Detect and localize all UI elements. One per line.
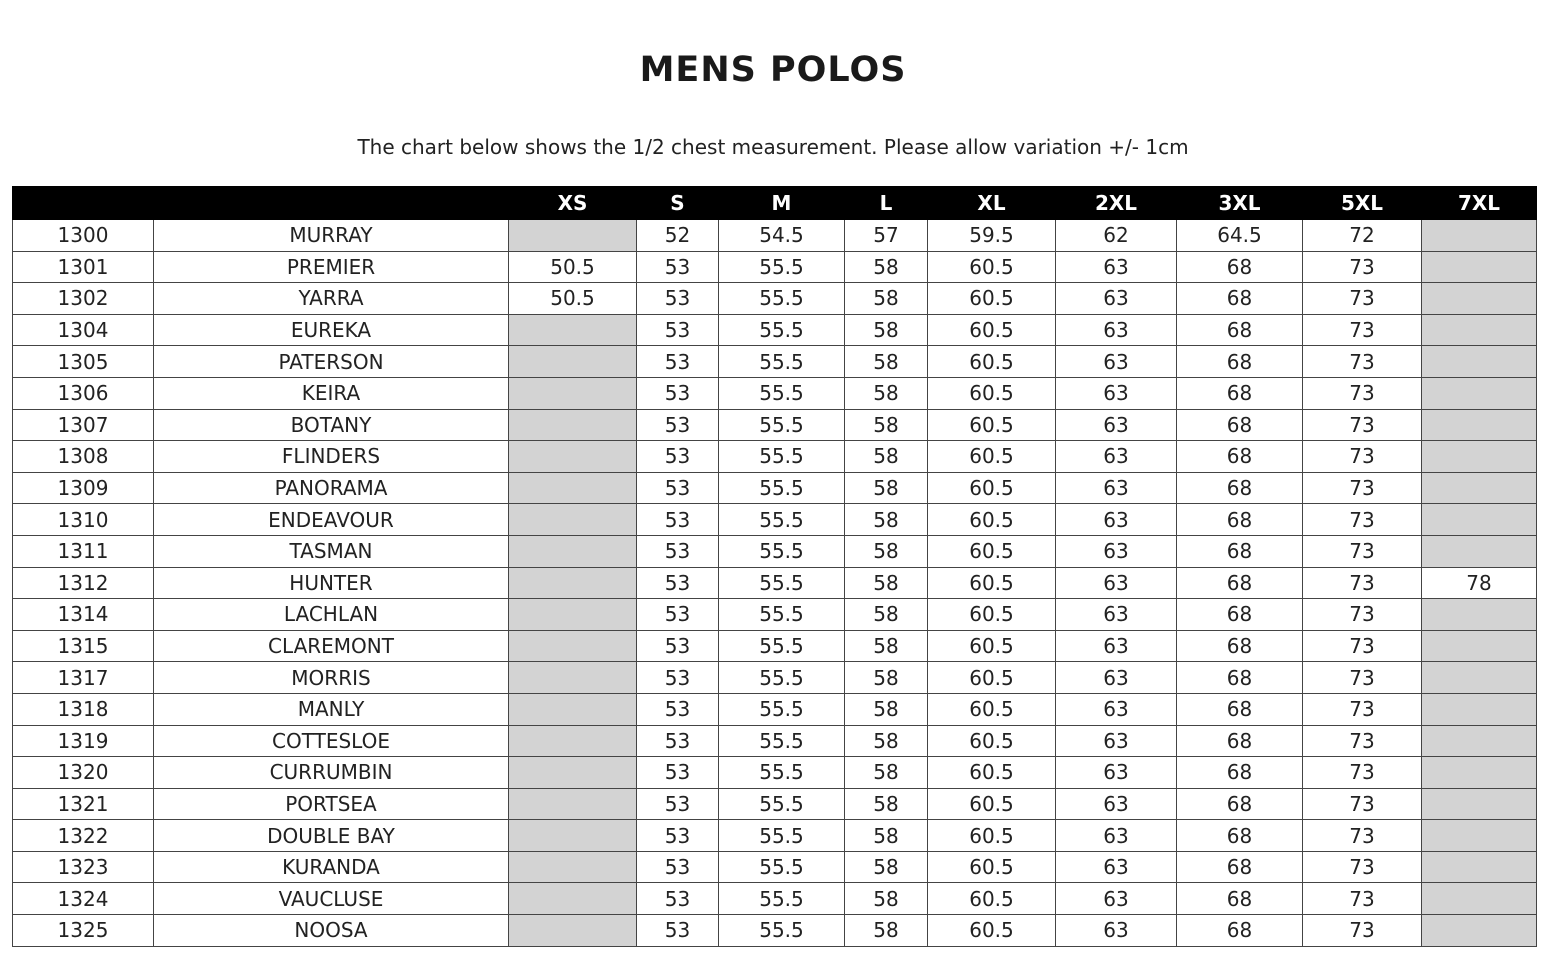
measurement-cell — [509, 535, 637, 567]
style-code-cell: 1307 — [13, 409, 154, 441]
table-row — [13, 662, 1537, 694]
style-name-cell: PANORAMA — [154, 472, 509, 504]
measurement-cell: 73 — [1303, 504, 1422, 536]
measurement-cell: 53 — [637, 377, 719, 409]
measurement-cell: 73 — [1303, 820, 1422, 852]
measurement-cell: 53 — [637, 693, 719, 725]
measurement-cell: 58 — [845, 504, 928, 536]
style-name-cell: PORTSEA — [154, 788, 509, 820]
measurement-cell: 53 — [637, 504, 719, 536]
measurement-cell: 62 — [1056, 220, 1177, 252]
table-row — [13, 883, 1537, 915]
measurement-cell: 53 — [637, 283, 719, 315]
measurement-cell: 55.5 — [719, 535, 845, 567]
measurement-cell: 73 — [1303, 725, 1422, 757]
measurement-cell: 63 — [1056, 883, 1177, 915]
measurement-cell — [1422, 377, 1537, 409]
measurement-cell: 58 — [845, 535, 928, 567]
measurement-cell: 73 — [1303, 472, 1422, 504]
measurement-cell: 55.5 — [719, 725, 845, 757]
measurement-cell — [509, 220, 637, 252]
measurement-cell: 73 — [1303, 662, 1422, 694]
measurement-cell: 55.5 — [719, 883, 845, 915]
measurement-cell: 55.5 — [719, 314, 845, 346]
measurement-cell: 53 — [637, 251, 719, 283]
measurement-cell — [509, 472, 637, 504]
style-name-cell: PREMIER — [154, 251, 509, 283]
measurement-cell — [509, 757, 637, 789]
style-name-header — [154, 187, 509, 220]
measurement-cell: 60.5 — [928, 283, 1056, 315]
table-row — [13, 283, 1537, 315]
measurement-cell: 53 — [637, 851, 719, 883]
table-header-row — [13, 187, 1537, 220]
measurement-cell: 55.5 — [719, 251, 845, 283]
measurement-cell: 55.5 — [719, 346, 845, 378]
measurement-cell: 53 — [637, 915, 719, 947]
measurement-cell: 54.5 — [719, 220, 845, 252]
measurement-cell: 68 — [1177, 504, 1303, 536]
measurement-cell: 63 — [1056, 725, 1177, 757]
measurement-cell: 53 — [637, 788, 719, 820]
style-name-cell: YARRA — [154, 283, 509, 315]
measurement-cell — [509, 346, 637, 378]
measurement-cell: 53 — [637, 441, 719, 473]
measurement-cell — [1422, 662, 1537, 694]
table-row — [13, 314, 1537, 346]
measurement-cell: 58 — [845, 567, 928, 599]
measurement-cell: 68 — [1177, 820, 1303, 852]
measurement-cell: 55.5 — [719, 472, 845, 504]
size-header-3xl: 3XL — [1177, 187, 1303, 220]
measurement-cell: 60.5 — [928, 346, 1056, 378]
measurement-cell: 52 — [637, 220, 719, 252]
measurement-cell — [1422, 883, 1537, 915]
measurement-cell: 68 — [1177, 788, 1303, 820]
size-header-7xl: 7XL — [1422, 187, 1537, 220]
table-row — [13, 567, 1537, 599]
measurement-cell: 73 — [1303, 757, 1422, 789]
measurement-cell — [1422, 409, 1537, 441]
size-header-2xl: 2XL — [1056, 187, 1177, 220]
measurement-cell: 73 — [1303, 693, 1422, 725]
measurement-cell: 63 — [1056, 409, 1177, 441]
measurement-cell: 60.5 — [928, 820, 1056, 852]
table-row — [13, 599, 1537, 631]
measurement-cell: 68 — [1177, 251, 1303, 283]
measurement-cell: 68 — [1177, 662, 1303, 694]
measurement-cell: 55.5 — [719, 820, 845, 852]
measurement-cell: 60.5 — [928, 725, 1056, 757]
measurement-cell: 53 — [637, 314, 719, 346]
measurement-cell: 53 — [637, 662, 719, 694]
measurement-cell — [1422, 788, 1537, 820]
measurement-cell: 68 — [1177, 599, 1303, 631]
size-chart-table — [12, 186, 1537, 947]
measurement-cell: 53 — [637, 599, 719, 631]
measurement-cell: 53 — [637, 567, 719, 599]
measurement-cell — [509, 693, 637, 725]
measurement-cell: 68 — [1177, 725, 1303, 757]
size-header-xl: XL — [928, 187, 1056, 220]
style-code-cell: 1310 — [13, 504, 154, 536]
measurement-cell: 60.5 — [928, 535, 1056, 567]
measurement-cell: 55.5 — [719, 630, 845, 662]
measurement-cell: 68 — [1177, 757, 1303, 789]
table-row — [13, 851, 1537, 883]
measurement-cell: 78 — [1422, 567, 1537, 599]
style-code-cell: 1300 — [13, 220, 154, 252]
style-name-cell: DOUBLE BAY — [154, 820, 509, 852]
measurement-cell — [1422, 725, 1537, 757]
measurement-cell — [1422, 220, 1537, 252]
measurement-cell: 53 — [637, 346, 719, 378]
measurement-cell — [1422, 441, 1537, 473]
measurement-cell: 73 — [1303, 883, 1422, 915]
style-code-cell: 1324 — [13, 883, 154, 915]
measurement-cell — [1422, 757, 1537, 789]
measurement-cell — [1422, 314, 1537, 346]
measurement-cell: 55.5 — [719, 788, 845, 820]
style-name-cell: VAUCLUSE — [154, 883, 509, 915]
size-header-m: M — [719, 187, 845, 220]
table-row — [13, 441, 1537, 473]
measurement-cell: 73 — [1303, 346, 1422, 378]
measurement-cell: 53 — [637, 757, 719, 789]
style-code-cell: 1309 — [13, 472, 154, 504]
measurement-cell: 55.5 — [719, 567, 845, 599]
style-code-cell: 1319 — [13, 725, 154, 757]
measurement-cell: 55.5 — [719, 441, 845, 473]
measurement-cell: 63 — [1056, 283, 1177, 315]
measurement-cell: 60.5 — [928, 251, 1056, 283]
style-code-cell: 1301 — [13, 251, 154, 283]
measurement-cell: 63 — [1056, 346, 1177, 378]
measurement-cell: 63 — [1056, 441, 1177, 473]
style-code-cell: 1325 — [13, 915, 154, 947]
table-row — [13, 630, 1537, 662]
measurement-cell: 63 — [1056, 314, 1177, 346]
measurement-cell: 58 — [845, 693, 928, 725]
measurement-cell: 63 — [1056, 820, 1177, 852]
measurement-cell: 50.5 — [509, 283, 637, 315]
measurement-cell: 68 — [1177, 851, 1303, 883]
measurement-cell — [509, 504, 637, 536]
style-name-cell: CLAREMONT — [154, 630, 509, 662]
measurement-cell: 58 — [845, 283, 928, 315]
measurement-cell — [1422, 535, 1537, 567]
table-row — [13, 472, 1537, 504]
measurement-cell: 63 — [1056, 662, 1177, 694]
style-code-cell: 1320 — [13, 757, 154, 789]
measurement-cell: 58 — [845, 915, 928, 947]
style-name-cell: EUREKA — [154, 314, 509, 346]
measurement-cell: 60.5 — [928, 788, 1056, 820]
measurement-cell: 53 — [637, 409, 719, 441]
measurement-cell: 60.5 — [928, 851, 1056, 883]
table-row — [13, 915, 1537, 947]
measurement-cell — [509, 377, 637, 409]
measurement-cell: 53 — [637, 725, 719, 757]
style-name-cell: PATERSON — [154, 346, 509, 378]
style-code-cell: 1308 — [13, 441, 154, 473]
style-code-cell: 1321 — [13, 788, 154, 820]
measurement-cell: 53 — [637, 472, 719, 504]
measurement-cell: 60.5 — [928, 567, 1056, 599]
table-row — [13, 220, 1537, 252]
measurement-cell: 55.5 — [719, 409, 845, 441]
measurement-cell — [1422, 693, 1537, 725]
measurement-cell — [1422, 599, 1537, 631]
measurement-cell: 55.5 — [719, 283, 845, 315]
measurement-cell — [509, 820, 637, 852]
measurement-cell: 60.5 — [928, 693, 1056, 725]
measurement-cell: 58 — [845, 820, 928, 852]
measurement-cell — [509, 788, 637, 820]
measurement-cell: 68 — [1177, 472, 1303, 504]
measurement-cell: 63 — [1056, 851, 1177, 883]
measurement-cell: 73 — [1303, 915, 1422, 947]
measurement-cell: 60.5 — [928, 915, 1056, 947]
style-code-cell: 1306 — [13, 377, 154, 409]
measurement-cell: 68 — [1177, 314, 1303, 346]
measurement-cell: 63 — [1056, 504, 1177, 536]
measurement-cell — [1422, 851, 1537, 883]
measurement-cell: 55.5 — [719, 377, 845, 409]
style-name-cell: KEIRA — [154, 377, 509, 409]
measurement-cell: 63 — [1056, 377, 1177, 409]
table-row — [13, 346, 1537, 378]
measurement-cell: 60.5 — [928, 883, 1056, 915]
size-header-xs: XS — [509, 187, 637, 220]
measurement-cell: 68 — [1177, 883, 1303, 915]
measurement-cell — [1422, 915, 1537, 947]
measurement-cell: 58 — [845, 377, 928, 409]
style-name-cell: FLINDERS — [154, 441, 509, 473]
style-name-cell: MANLY — [154, 693, 509, 725]
measurement-cell: 60.5 — [928, 662, 1056, 694]
measurement-cell: 60.5 — [928, 377, 1056, 409]
measurement-cell: 64.5 — [1177, 220, 1303, 252]
measurement-cell — [509, 409, 637, 441]
measurement-cell: 53 — [637, 820, 719, 852]
measurement-cell: 73 — [1303, 788, 1422, 820]
measurement-cell: 60.5 — [928, 441, 1056, 473]
table-row — [13, 251, 1537, 283]
measurement-cell: 58 — [845, 409, 928, 441]
table-row — [13, 757, 1537, 789]
style-code-cell: 1323 — [13, 851, 154, 883]
measurement-cell: 73 — [1303, 441, 1422, 473]
measurement-cell: 73 — [1303, 409, 1422, 441]
measurement-cell: 73 — [1303, 251, 1422, 283]
measurement-cell: 55.5 — [719, 757, 845, 789]
measurement-cell: 60.5 — [928, 409, 1056, 441]
style-name-cell: HUNTER — [154, 567, 509, 599]
measurement-cell: 63 — [1056, 599, 1177, 631]
measurement-cell: 68 — [1177, 441, 1303, 473]
style-name-cell: MORRIS — [154, 662, 509, 694]
style-code-cell: 1322 — [13, 820, 154, 852]
table-body — [13, 220, 1537, 947]
measurement-cell — [1422, 251, 1537, 283]
measurement-cell: 55.5 — [719, 693, 845, 725]
page-title: MENS POLOS — [639, 50, 907, 90]
measurement-cell: 68 — [1177, 630, 1303, 662]
measurement-cell: 59.5 — [928, 220, 1056, 252]
measurement-cell: 58 — [845, 441, 928, 473]
table-row — [13, 725, 1537, 757]
style-code-cell: 1315 — [13, 630, 154, 662]
measurement-cell: 58 — [845, 788, 928, 820]
measurement-cell: 73 — [1303, 314, 1422, 346]
measurement-cell: 53 — [637, 535, 719, 567]
measurement-cell — [509, 441, 637, 473]
style-name-cell: BOTANY — [154, 409, 509, 441]
measurement-cell: 58 — [845, 472, 928, 504]
measurement-cell — [1422, 283, 1537, 315]
measurement-cell — [509, 915, 637, 947]
measurement-cell: 73 — [1303, 599, 1422, 631]
measurement-cell — [509, 851, 637, 883]
measurement-cell: 60.5 — [928, 504, 1056, 536]
measurement-cell: 63 — [1056, 693, 1177, 725]
style-code-cell: 1314 — [13, 599, 154, 631]
measurement-cell: 73 — [1303, 535, 1422, 567]
style-code-cell: 1304 — [13, 314, 154, 346]
measurement-cell: 60.5 — [928, 630, 1056, 662]
style-code-cell: 1317 — [13, 662, 154, 694]
measurement-cell: 68 — [1177, 693, 1303, 725]
measurement-cell: 53 — [637, 883, 719, 915]
size-header-l: L — [845, 187, 928, 220]
measurement-cell — [509, 314, 637, 346]
table-row — [13, 409, 1537, 441]
measurement-cell: 53 — [637, 630, 719, 662]
measurement-cell: 68 — [1177, 283, 1303, 315]
measurement-cell: 55.5 — [719, 599, 845, 631]
measurement-cell: 55.5 — [719, 915, 845, 947]
size-header-5xl: 5XL — [1303, 187, 1422, 220]
measurement-cell: 60.5 — [928, 472, 1056, 504]
measurement-cell: 58 — [845, 251, 928, 283]
size-header-s: S — [637, 187, 719, 220]
measurement-cell: 63 — [1056, 472, 1177, 504]
measurement-cell: 63 — [1056, 630, 1177, 662]
measurement-cell: 60.5 — [928, 314, 1056, 346]
measurement-cell: 63 — [1056, 788, 1177, 820]
style-code-cell: 1305 — [13, 346, 154, 378]
measurement-cell — [509, 599, 637, 631]
style-name-cell: COTTESLOE — [154, 725, 509, 757]
style-name-cell: MURRAY — [154, 220, 509, 252]
measurement-cell: 73 — [1303, 283, 1422, 315]
measurement-cell: 58 — [845, 314, 928, 346]
measurement-cell — [1422, 630, 1537, 662]
measurement-cell: 73 — [1303, 630, 1422, 662]
measurement-cell: 73 — [1303, 567, 1422, 599]
measurement-cell: 68 — [1177, 346, 1303, 378]
measurement-cell — [1422, 346, 1537, 378]
page-subtitle: The chart below shows the 1/2 chest measurement. Please allow variation +/- 1cm — [357, 135, 1189, 159]
measurement-cell: 63 — [1056, 915, 1177, 947]
measurement-cell: 58 — [845, 630, 928, 662]
measurement-cell: 58 — [845, 599, 928, 631]
measurement-cell: 60.5 — [928, 757, 1056, 789]
measurement-cell — [1422, 504, 1537, 536]
measurement-cell: 58 — [845, 346, 928, 378]
measurement-cell: 73 — [1303, 377, 1422, 409]
style-code-cell: 1312 — [13, 567, 154, 599]
measurement-cell — [1422, 472, 1537, 504]
measurement-cell: 55.5 — [719, 504, 845, 536]
measurement-cell: 68 — [1177, 377, 1303, 409]
table-row — [13, 820, 1537, 852]
measurement-cell — [509, 567, 637, 599]
measurement-cell: 68 — [1177, 915, 1303, 947]
measurement-cell: 55.5 — [719, 851, 845, 883]
table-row — [13, 788, 1537, 820]
measurement-cell: 58 — [845, 662, 928, 694]
table-row — [13, 504, 1537, 536]
measurement-cell: 63 — [1056, 567, 1177, 599]
measurement-cell: 55.5 — [719, 662, 845, 694]
measurement-cell: 50.5 — [509, 251, 637, 283]
measurement-cell — [509, 725, 637, 757]
measurement-cell — [509, 883, 637, 915]
style-name-cell: ENDEAVOUR — [154, 504, 509, 536]
measurement-cell: 57 — [845, 220, 928, 252]
measurement-cell: 58 — [845, 725, 928, 757]
style-name-cell: NOOSA — [154, 915, 509, 947]
measurement-cell: 63 — [1056, 535, 1177, 567]
measurement-cell: 68 — [1177, 535, 1303, 567]
style-name-cell: KURANDA — [154, 851, 509, 883]
table-row — [13, 377, 1537, 409]
measurement-cell: 68 — [1177, 567, 1303, 599]
measurement-cell — [509, 630, 637, 662]
style-code-cell: 1302 — [13, 283, 154, 315]
measurement-cell: 73 — [1303, 851, 1422, 883]
measurement-cell: 58 — [845, 757, 928, 789]
measurement-cell: 60.5 — [928, 599, 1056, 631]
style-code-cell: 1318 — [13, 693, 154, 725]
measurement-cell: 68 — [1177, 409, 1303, 441]
table-row — [13, 535, 1537, 567]
style-name-cell: TASMAN — [154, 535, 509, 567]
style-name-cell: CURRUMBIN — [154, 757, 509, 789]
measurement-cell: 63 — [1056, 757, 1177, 789]
measurement-cell — [509, 662, 637, 694]
style-name-cell: LACHLAN — [154, 599, 509, 631]
measurement-cell — [1422, 820, 1537, 852]
measurement-cell: 72 — [1303, 220, 1422, 252]
measurement-cell: 58 — [845, 883, 928, 915]
table-row — [13, 693, 1537, 725]
style-code-cell: 1311 — [13, 535, 154, 567]
measurement-cell: 63 — [1056, 251, 1177, 283]
measurement-cell: 58 — [845, 851, 928, 883]
style-code-header — [13, 187, 154, 220]
